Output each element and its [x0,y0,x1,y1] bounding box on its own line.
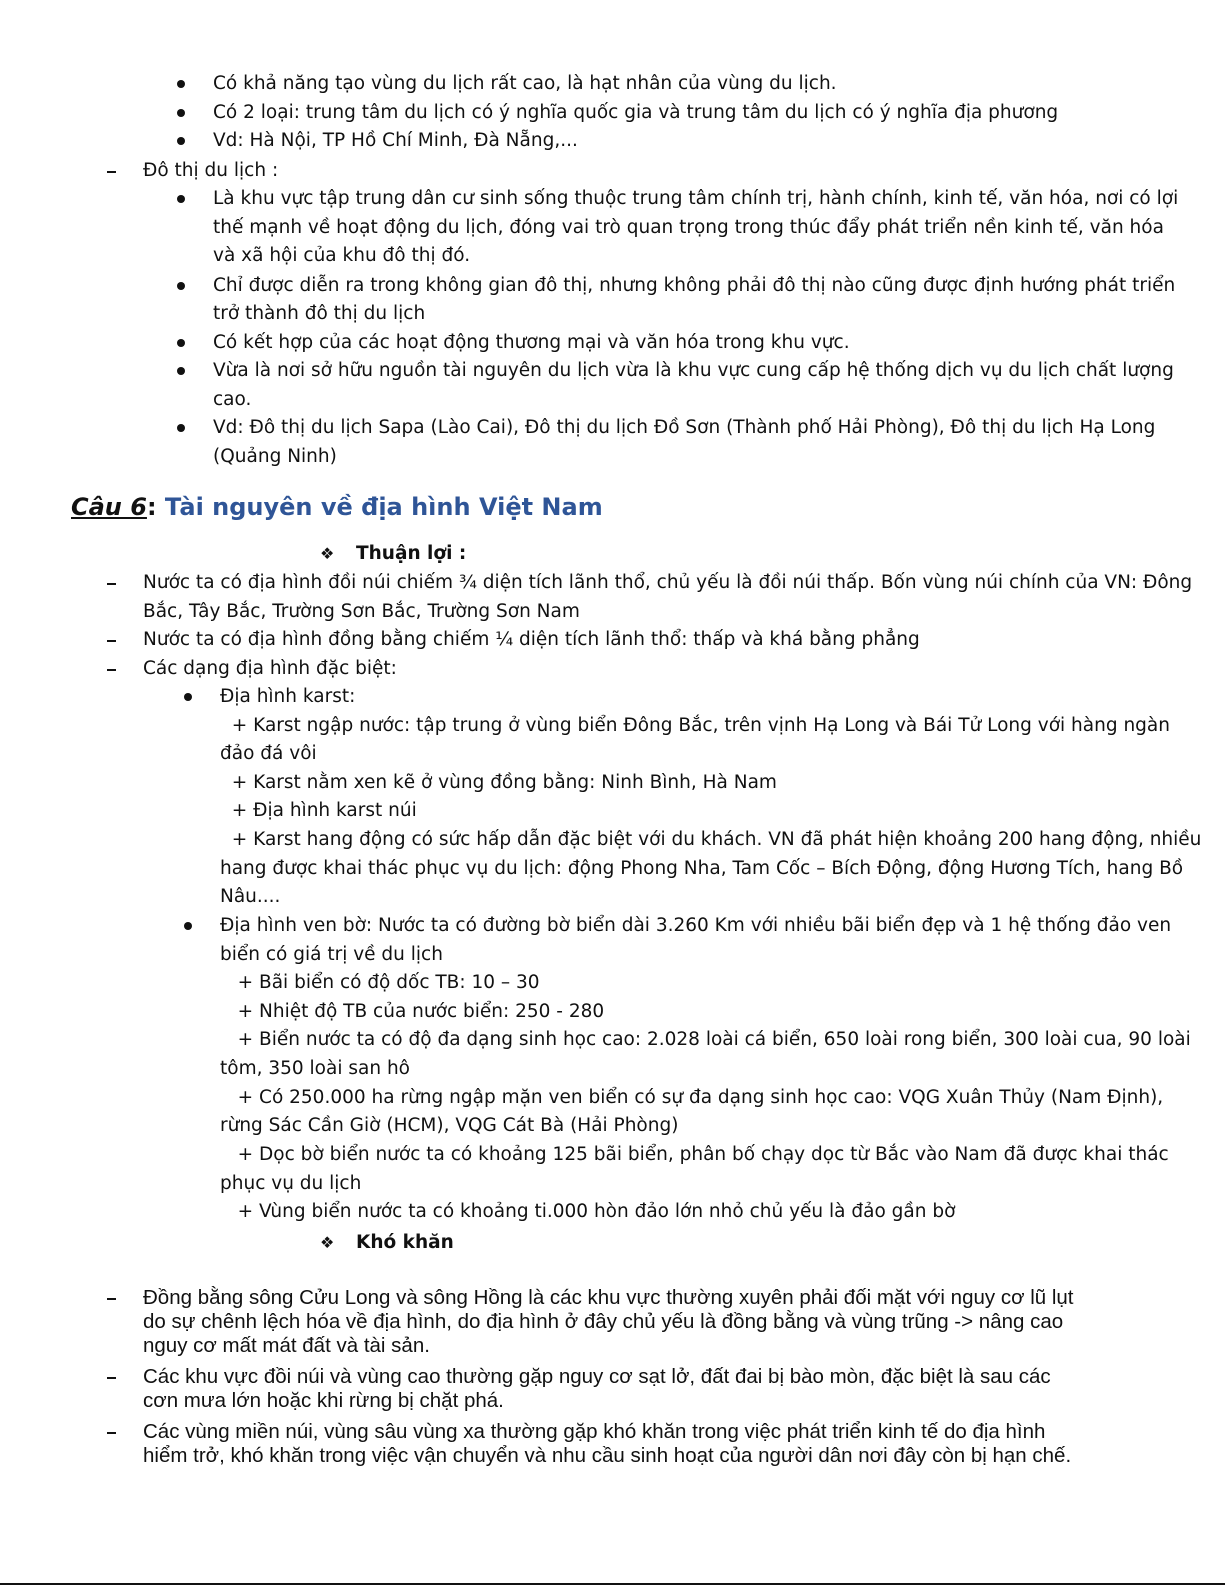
difficulties-heading: Khó khăn [356,1232,454,1253]
bullet-icon [184,922,192,930]
bullet-icon [177,80,185,88]
bullet-icon [177,367,185,375]
urban-bullet-text: trở thành đô thị du lịch [213,303,426,324]
bullet-icon [177,195,185,203]
advantage-text: Các dạng địa hình đặc biệt: [143,658,397,679]
difficulty-text: Các vùng miền núi, vùng sâu vùng xa thường gặp khó khăn trong việc phát triển kinh tế do địa hình [143,1420,1046,1443]
difficulty-text: do sự chênh lệch hóa về địa hình, do địa hình ở đây chủ yếu là đồng bằng và vùng trũng -> nâng cao [143,1310,1064,1333]
coast-line: + Biển nước ta có độ đa dạng sinh học cao: 2.028 loài cá biển, 650 loài rong biển, 300 loài cua, 90 loài [220,1029,1191,1050]
difficulty-text: Đồng bằng sông Cửu Long và sông Hồng là các khu vực thường xuyên phải đối mặt với nguy cơ lũ lụt [143,1286,1074,1309]
bullet-icon [177,282,185,290]
intro-bullet-text: Có khả năng tạo vùng du lịch rất cao, là hạt nhân của vùng du lịch. [213,73,837,94]
coast-line: + Nhiệt độ TB của nước biển: 250 - 280 [220,1001,605,1022]
karst-line: + Địa hình karst núi [220,800,417,821]
urban-bullet-text: Có kết hợp của các hoạt động thương mại và văn hóa trong khu vực. [213,332,850,353]
karst-line: + Karst hang động có sức hấp dẫn đặc biệt với du khách. VN đã phát hiện khoảng 200 hang động, nhiều [220,829,1202,850]
coast-line: biển có giá trị về du lịch [220,944,443,965]
bullet-icon [184,693,192,701]
urban-bullet-text: cao. [213,389,252,410]
advantage-text: Nước ta có địa hình đồng bằng chiếm ¼ diện tích lãnh thổ: thấp và khá bằng phẳng [143,629,920,650]
dash-icon [107,669,116,671]
question-heading [71,490,603,524]
advantage-text: Bắc, Tây Bắc, Trường Sơn Bắc, Trường Sơn Nam [143,601,580,622]
question-colon: : [146,493,157,521]
urban-bullet-text: Vd: Đô thị du lịch Sapa (Lào Cai), Đô thị du lịch Đồ Sơn (Thành phố Hải Phòng), Đô thị du lịch Hạ Long [213,417,1156,438]
karst-line: Nâu.... [220,886,281,907]
coast-line: + Dọc bờ biển nước ta có khoảng 125 bãi biển, phân bố chạy dọc từ Bắc vào Nam đã được khai thác [220,1144,1169,1165]
dash-icon [107,1432,116,1434]
diamond-bullet-icon: ❖ [320,1233,335,1252]
advantage-text: Nước ta có địa hình đồi núi chiếm ¾ diện tích lãnh thổ, chủ yếu là đồi núi thấp. Bốn vùng núi chính của VN: Đông [143,572,1193,593]
coast-line: phục vụ du lịch [220,1173,362,1194]
diamond-bullet-icon: ❖ [320,544,335,563]
coast-line: + Có 250.000 ha rừng ngập mặn ven biển có sự đa dạng sinh học cao: VQG Xuân Thủy (Nam Định), [220,1087,1164,1108]
difficulty-text: hiểm trở, khó khăn trong việc vận chuyển và nhu cầu sinh hoạt của người dân nơi đây còn bị hạn chế. [143,1444,1072,1467]
karst-line: + Karst ngập nước: tập trung ở vùng biển Đông Bắc, trên vịnh Hạ Long và Bái Tử Long với hàng ngàn [220,715,1170,736]
difficulty-text: nguy cơ mất mát đất và tài sản. [143,1334,430,1357]
intro-bullet-text: Có 2 loại: trung tâm du lịch có ý nghĩa quốc gia và trung tâm du lịch có ý nghĩa địa phương [213,102,1059,123]
intro-bullet-text: Vd: Hà Nội, TP Hồ Chí Minh, Đà Nẵng,... [213,130,578,151]
bullet-icon [177,109,185,117]
question-title: Tài nguyên về địa hình Việt Nam [164,493,603,521]
coast-line: Địa hình ven bờ: Nước ta có đường bờ biển dài 3.260 Km với nhiều bãi biển đẹp và 1 hệ thống đảo ven [220,915,1172,936]
coast-line: tôm, 350 loài san hô [220,1058,410,1079]
difficulty-text: Các khu vực đồi núi và vùng cao thường gặp nguy cơ sạt lở, đất đai bị bào mòn, đặc biệt là sau các [143,1365,1051,1388]
karst-label: Địa hình karst: [220,686,356,707]
dash-icon [107,171,116,173]
karst-line: đảo đá vôi [220,743,317,764]
bullet-icon [177,339,185,347]
karst-line: + Karst nằm xen kẽ ở vùng đồng bằng: Ninh Bình, Hà Nam [220,772,777,793]
urban-bullet-text: và xã hội của khu đô thị đó. [213,245,471,266]
dash-icon [107,583,116,585]
urban-bullet-text: Là khu vực tập trung dân cư sinh sống thuộc trung tâm chính trị, hành chính, kinh tế, văn hóa, nơi có lợi [213,188,1179,209]
question-label: Câu 6 [71,493,147,521]
bullet-icon [177,424,185,432]
urban-bullet-text: Vừa là nơi sở hữu nguồn tài nguyên du lịch vừa là khu vực cung cấp hệ thống dịch vụ du lịch chất lượng [213,360,1174,381]
dash-icon [107,1298,116,1300]
karst-line: hang được khai thác phục vụ du lịch: động Phong Nha, Tam Cốc – Bích Động, động Hương Tích, hang Bồ [220,858,1184,879]
coast-line: + Vùng biển nước ta có khoảng ti.000 hòn đảo lớn nhỏ chủ yếu là đảo gần bờ [220,1201,956,1222]
urban-bullet-text: Chỉ được diễn ra trong không gian đô thị, nhưng không phải đô thị nào cũng được định hướng phát triển [213,275,1176,296]
coast-line: rừng Sác Cần Giờ (HCM), VQG Cát Bà (Hải Phòng) [220,1115,679,1136]
dash-icon [107,640,116,642]
coast-line: + Bãi biển có độ dốc TB: 10 – 30 [220,972,540,993]
dash-icon [107,1377,116,1379]
urban-bullet-text: (Quảng Ninh) [213,446,337,467]
advantages-heading: Thuận lợi : [356,543,467,564]
urban-label: Đô thị du lịch : [143,160,279,181]
difficulty-text: cơn mưa lớn hoặc khi rừng bị chặt phá. [143,1389,504,1412]
urban-bullet-text: thế mạnh về hoạt động du lịch, đóng vai trò quan trọng trong thúc đẩy phát triển nền kinh tế, văn hóa [213,217,1164,238]
bullet-icon [177,137,185,145]
